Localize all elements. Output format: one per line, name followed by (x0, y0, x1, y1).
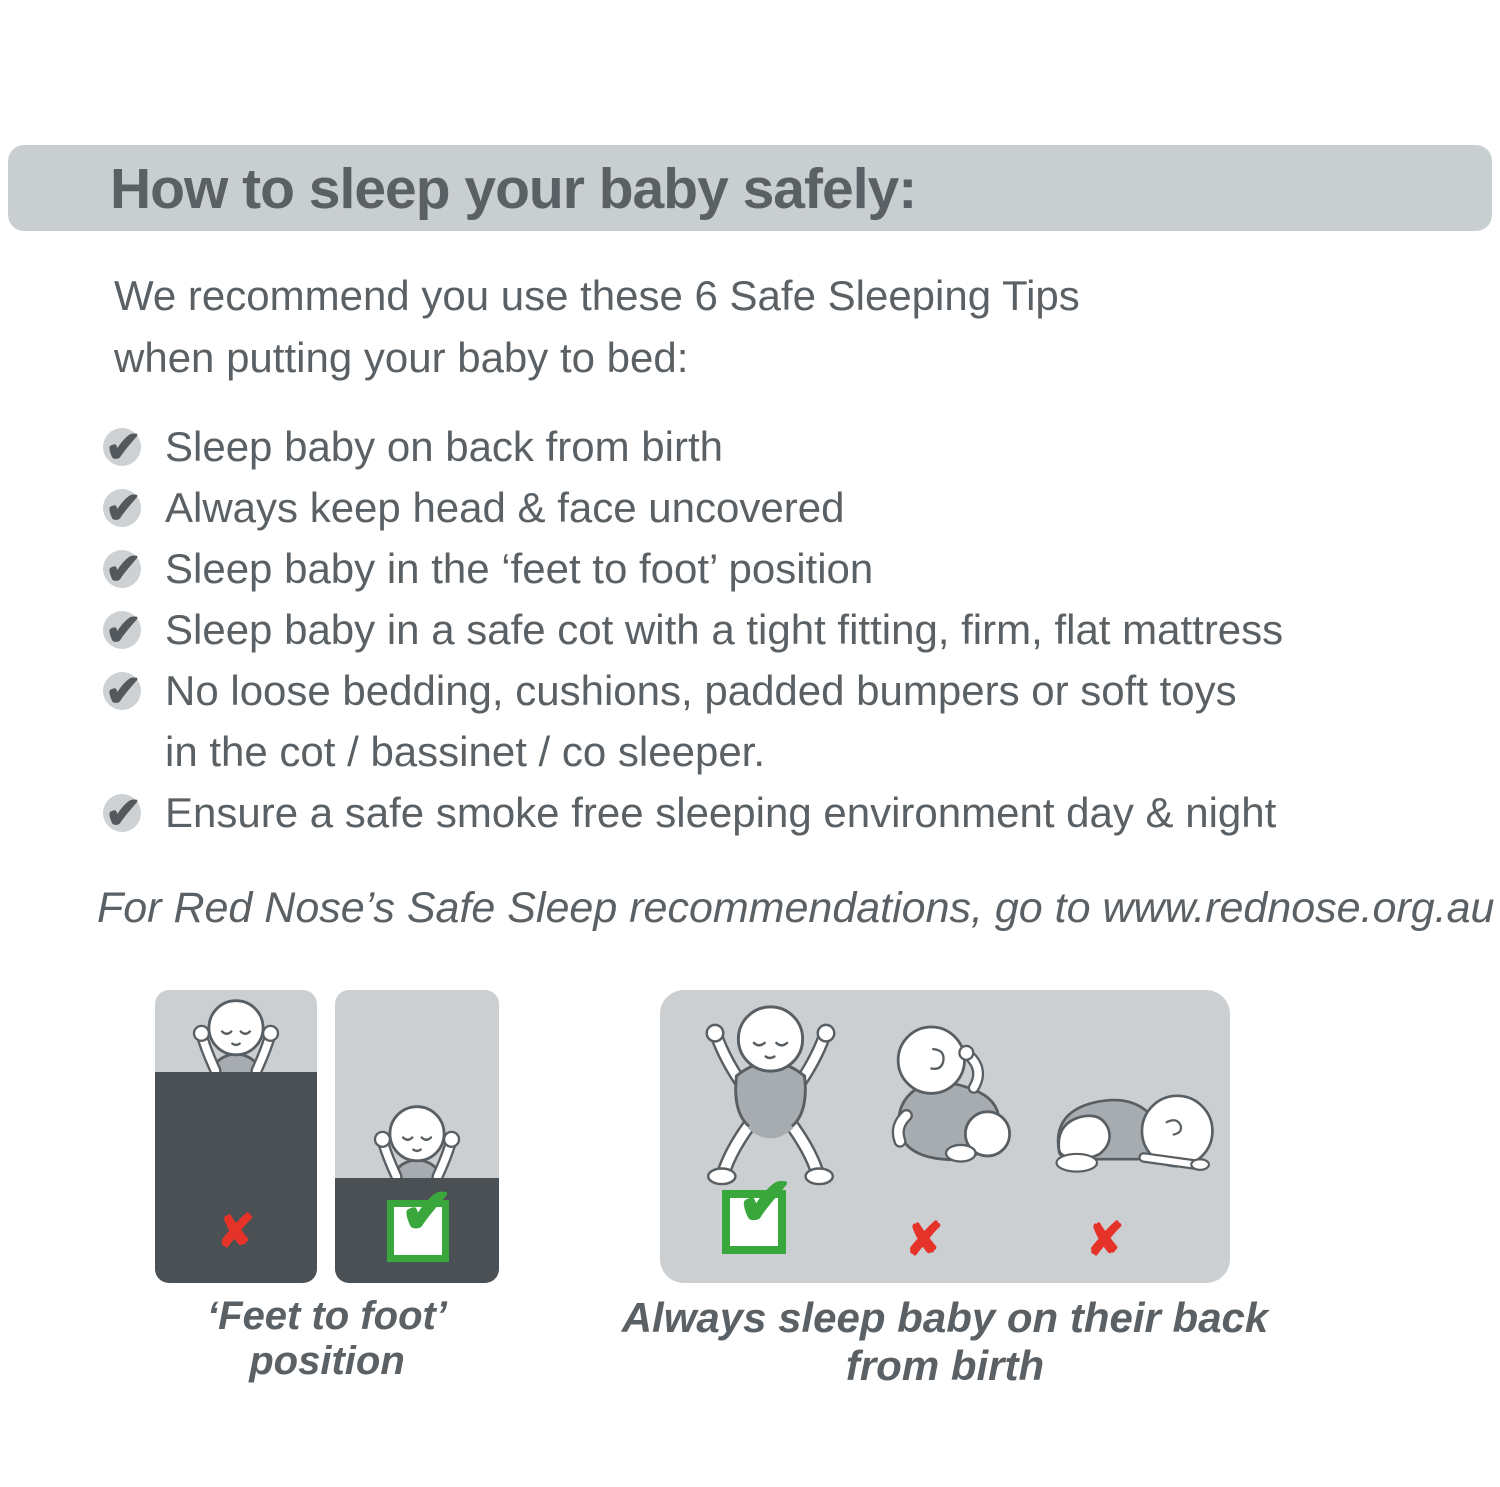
check-icon-glyph: ✔ (105, 789, 142, 838)
header-bar (8, 145, 1492, 231)
tip-item (103, 660, 1283, 782)
check-icon-glyph: ✔ (105, 545, 142, 594)
tip-text: Sleep baby on back from birth (165, 423, 723, 470)
check-icon (103, 538, 165, 599)
check-box-icon: ✔ (387, 1200, 449, 1262)
check-icon (103, 416, 165, 477)
check-icon (103, 599, 165, 660)
check-icon (103, 660, 165, 721)
back-sleeping-figure (660, 990, 1230, 1283)
feet-to-foot-caption: ‘Feet to foot’ position (207, 1294, 447, 1383)
check-icon (103, 782, 165, 843)
tip-item (103, 599, 1283, 660)
check-box-icon: ✔ (722, 1190, 786, 1254)
check-icon-glyph: ✔ (105, 606, 142, 655)
tip-item (103, 782, 1283, 843)
check-icon-glyph: ✔ (105, 484, 142, 533)
cross-icon: ✘ (216, 1205, 256, 1257)
tip-text: Sleep baby in a safe cot with a tight fitting, firm, flat mattress (165, 606, 1284, 653)
tip-item (103, 477, 1283, 538)
recommendation-text: For Red Nose’s Safe Sleep recommendations, go to www.rednose.org.au (97, 884, 1495, 932)
check-icon-glyph: ✔ (105, 423, 142, 472)
intro-paragraph (114, 265, 1080, 389)
tip-text: Sleep baby in the ‘feet to foot’ position (165, 545, 874, 592)
check-icon (103, 477, 165, 538)
tip-text: No loose bedding, cushions, padded bumpers or soft toys in the cot / bassinet / co sleeper. (165, 660, 1237, 782)
tip-item (103, 538, 1283, 599)
check-icon-glyph: ✔ (105, 667, 142, 716)
cross-icon: ✘ (1086, 1213, 1125, 1265)
safe-sleeping-tips-list (103, 416, 1283, 843)
cot-wrong-position (155, 990, 317, 1283)
back-sleeping-caption: Always sleep baby on their back from birth (621, 1294, 1269, 1389)
baby-on-side-illustration (865, 1016, 1040, 1173)
tip-text: Ensure a safe smoke free sleeping environment day & night (165, 789, 1277, 836)
tip-text: Always keep head & face uncovered (165, 484, 845, 531)
page-title: How to sleep your baby safely: (110, 157, 917, 221)
intro-line-2: when putting your baby to bed: (114, 334, 689, 381)
baby-top-view-illustration (180, 996, 292, 1082)
cot-correct-position (335, 990, 499, 1283)
baby-on-tummy-illustration (1038, 1050, 1223, 1182)
intro-line-1: We recommend you use these 6 Safe Sleeping Tips (114, 272, 1080, 319)
cross-icon: ✘ (905, 1213, 944, 1265)
tip-text-line-2: in the cot / bassinet / co sleeper. (165, 728, 766, 775)
tip-item (103, 416, 1283, 477)
